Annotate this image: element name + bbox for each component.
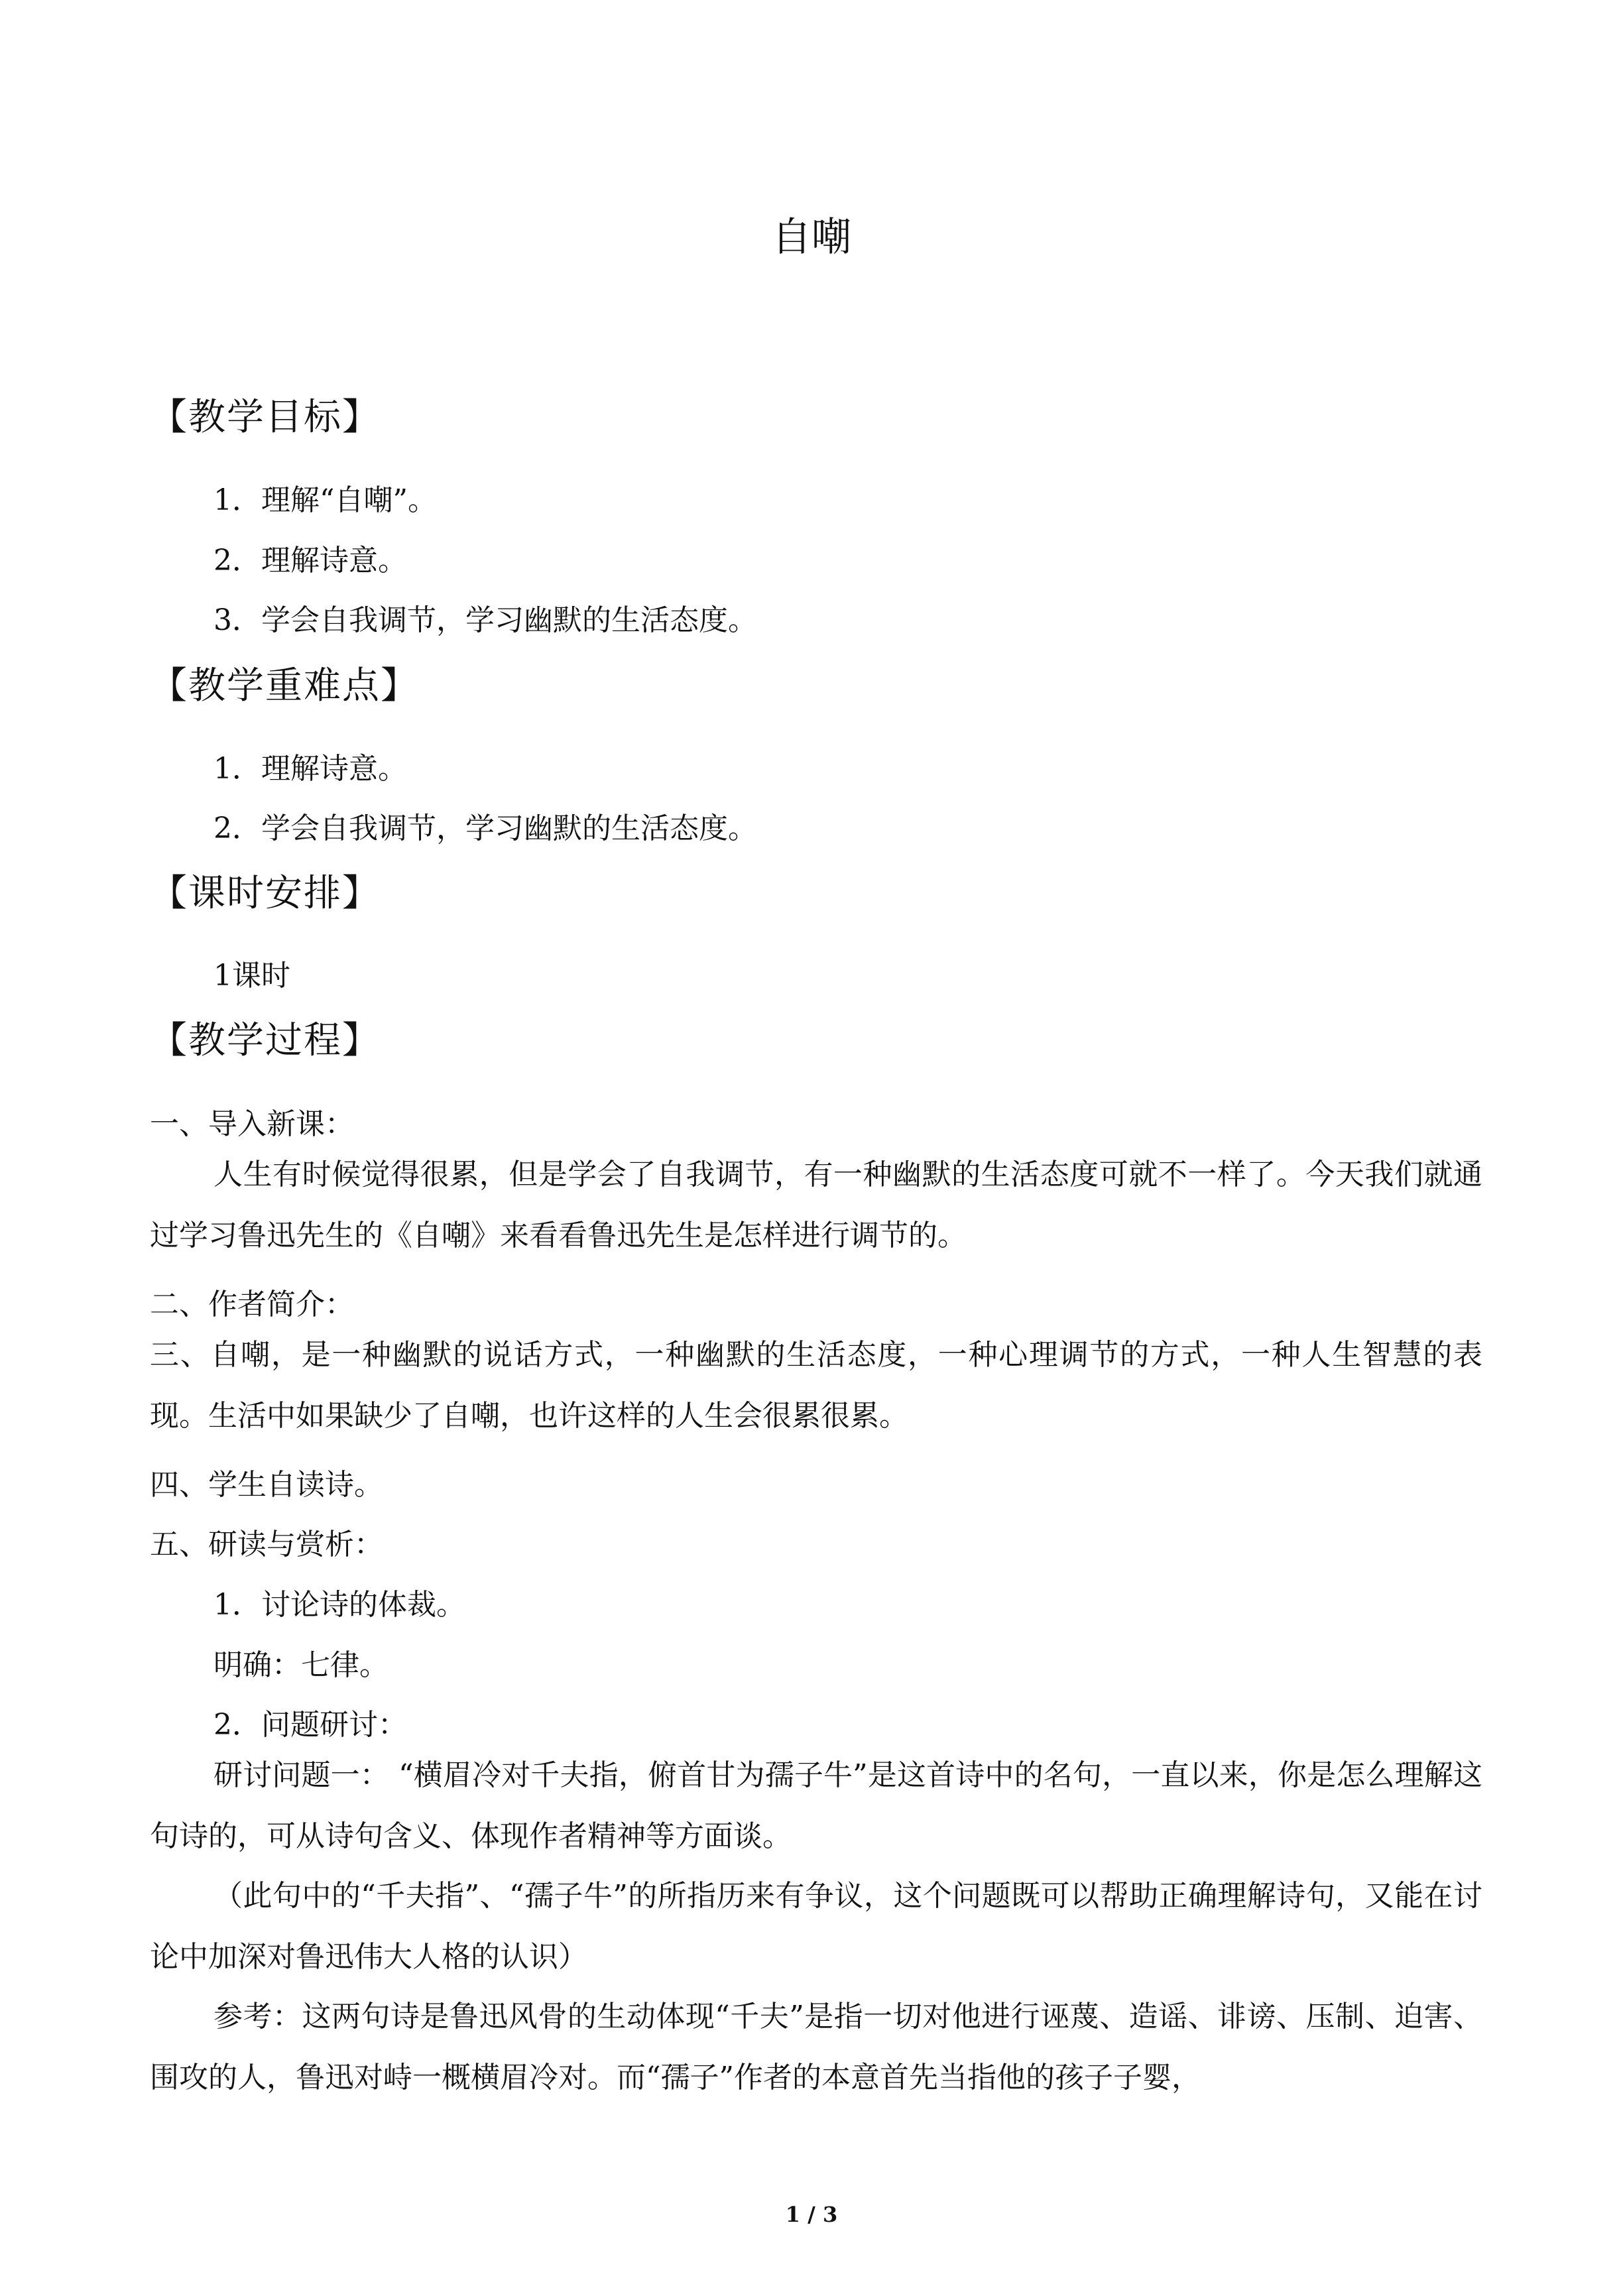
goal-item-1: 1．理解“自嘲”。: [213, 483, 437, 517]
goal-item-3: 3．学会自我调节，学习幽默的生活态度。: [213, 603, 757, 637]
process-step-1-title: 一、导入新课：: [150, 1107, 354, 1141]
key-point-item-1: 1．理解诗意。: [213, 752, 407, 786]
heading-key-points: 【教学重难点】: [150, 664, 419, 707]
discussion-question-1: 研讨问题一： “横眉冷对千夫指，俯首甘为孺子牛”是这首诗中的名句，一直以来，你是怎么理解这句诗的，可从诗句含义、体现作者精神等方面谈。: [150, 1758, 1482, 1853]
heading-schedule: 【课时安排】: [150, 872, 381, 915]
heading-teaching-process: 【教学过程】: [150, 1019, 381, 1062]
question-1: 1．讨论诗的体裁。: [213, 1588, 465, 1622]
reference-answer: 参考：这两句诗是鲁迅风骨的生动体现“千夫”是指一切对他进行诬蔑、造谣、诽谤、压制、迫害、围攻的人，鲁迅对峙一概横眉冷对。而“孺子”作者的本意首先当指他的孩子子婴，: [150, 2000, 1482, 2094]
goal-item-2: 2．理解诗意。: [213, 544, 407, 577]
discussion-note: （此句中的“千夫指”、“孺子牛”的所指历来有争议，这个问题既可以帮助正确理解诗句，又能在讨论中加深对鲁迅伟大人格的认识）: [150, 1879, 1482, 1974]
process-step-1-text: 人生有时候觉得很累，但是学会了自我调节，有一种幽默的生活态度可就不一样了。今天我们就通过学习鲁迅先生的《自嘲》来看看鲁迅先生是怎样进行调节的。: [150, 1158, 1482, 1252]
heading-teaching-goals: 【教学目标】: [150, 396, 381, 439]
key-point-item-2: 2．学会自我调节，学习幽默的生活态度。: [213, 812, 757, 845]
process-step-3-text: 三、自嘲，是一种幽默的说话方式，一种幽默的生活态度，一种心理调节的方式，一种人生智慧的表现。生活中如果缺少了自嘲，也许这样的人生会很累很累。: [150, 1338, 1482, 1433]
question-2: 2．问题研讨：: [213, 1708, 407, 1742]
process-step-4-title: 四、学生自读诗。: [150, 1468, 383, 1502]
document-title: 自嘲: [772, 214, 851, 261]
schedule-text: 1课时: [213, 959, 290, 993]
answer-1: 明确：七律。: [213, 1648, 389, 1682]
page-number: 1 / 3: [785, 2202, 838, 2227]
process-step-2-title: 二、作者简介：: [150, 1288, 354, 1321]
process-step-5-title: 五、研读与赏析：: [150, 1528, 383, 1561]
